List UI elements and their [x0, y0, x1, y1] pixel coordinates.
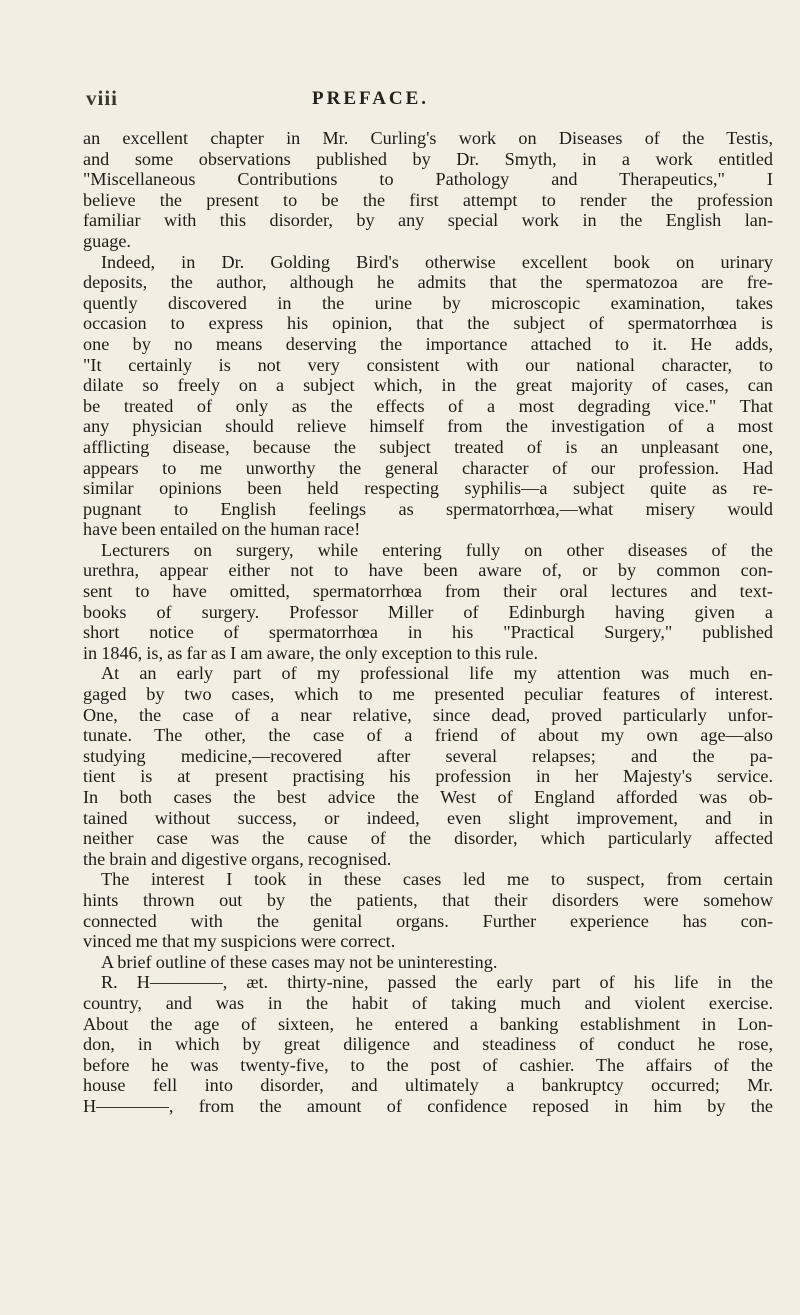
text-line: connected with the genital organs. Further experience has con- [83, 910, 773, 931]
text-line: urethra, appear either not to have been aware of, or by common con- [83, 560, 773, 581]
text-line: studying medicine,—recovered after several relapses; and the pa- [83, 745, 773, 766]
text-line: In both cases the best advice the West of England afforded was ob- [83, 787, 773, 807]
text-line: any physician should relieve himself from the investigation of a most [83, 416, 773, 437]
text-line: A brief outline of these cases may not be uninteresting. [101, 951, 498, 972]
text-line: short notice of spermatorrhœa in his "Practical Surgery," published [83, 622, 773, 643]
text-line: Lecturers on surgery, while entering fully on other diseases of the [101, 539, 773, 560]
text-line: "It certainly is not very consistent with our national character, to [83, 354, 773, 375]
text-line: guage. [83, 230, 131, 251]
text-line: One, the case of a near relative, since dead, proved particularly unfor- [83, 704, 773, 725]
text-line: dilate so freely on a subject which, in the great majority of cases, can [83, 375, 773, 396]
body-text [83, 128, 773, 1117]
running-head: PREFACE. [312, 88, 430, 109]
text-line: tient is at present practising his profession in her Majesty's service. [83, 766, 773, 787]
text-line: country, and was in the habit of taking much and violent exercise. [83, 992, 773, 1013]
text-line: "Miscellaneous Contributions to Pathology and Therapeutics," I [83, 169, 773, 190]
text-line: don, in which by great diligence and steadiness of conduct he rose, [83, 1034, 773, 1055]
text-line: vinced me that my suspicions were correct. [83, 931, 396, 952]
text-line: appears to me unworthy the general character of our profession. Had [83, 457, 773, 478]
text-line: before he was twenty-five, to the post of cashier. The affairs of the [83, 1054, 773, 1075]
text-line: Indeed, in Dr. Golding Bird's otherwise excellent book on urinary [101, 251, 773, 272]
text-line: books of surgery. Professor Miller of Edinburgh having given a [83, 601, 773, 622]
text-line: sent to have omitted, spermatorrhœa from their oral lectures and text- [83, 581, 773, 602]
text-line: an excellent chapter in Mr. Curling's work on Diseases of the Testis, [83, 128, 773, 148]
text-line: be treated of only as the effects of a most degrading vice." That [83, 395, 773, 416]
text-line: the brain and digestive organs, recognised. [83, 848, 392, 869]
text-line: house fell into disorder, and ultimately a bankruptcy occurred; Mr. [83, 1075, 773, 1096]
text-line: The interest I took in these cases led me to suspect, from certain [101, 869, 773, 890]
page-number: viii [86, 86, 119, 110]
text-line: neither case was the cause of the disorder, which particularly affected [83, 828, 773, 849]
page-header [86, 86, 766, 114]
text-line: tunate. The other, the case of a friend of about my own age—also [83, 725, 773, 746]
text-line: pugnant to English feelings as spermatorrhœa,—what misery would [83, 498, 773, 519]
text-line: deposits, the author, although he admits that the spermatozoa are fre- [83, 272, 773, 293]
text-line: About the age of sixteen, he entered a banking establishment in Lon- [83, 1013, 773, 1034]
text-line: have been entailed on the human race! [83, 519, 361, 540]
text-line: one by no means deserving the importance attached to it. He adds, [83, 333, 773, 354]
text-line: At an early part of my professional life my attention was much en- [101, 663, 773, 684]
text-line: occasion to express his opinion, that the subject of spermatorrhœa is [83, 313, 773, 334]
text-line: familiar with this disorder, by any special work in the English lan- [83, 210, 773, 231]
text-line: hints thrown out by the patients, that their disorders were somehow [83, 889, 773, 910]
text-line: R. H————, æt. thirty-nine, passed the early part of his life in the [101, 972, 773, 993]
text-line: believe the present to be the first attempt to render the profession [83, 189, 773, 210]
text-line: afflicting disease, because the subject treated of is an unpleasant one, [83, 436, 773, 457]
text-line: H————, from the amount of confidence reposed in him by the [83, 1095, 773, 1116]
text-line: and some observations published by Dr. Smyth, in a work entitled [83, 148, 773, 169]
text-line: gaged by two cases, which to me presented peculiar features of interest. [83, 684, 773, 705]
text-line: tained without success, or indeed, even slight improvement, and in [83, 807, 773, 828]
text-line: in 1846, is, as far as I am aware, the only exception to this rule. [83, 642, 539, 663]
text-line: quently discovered in the urine by microscopic examination, takes [83, 292, 773, 313]
text-line: similar opinions been held respecting syphilis—a subject quite as re- [83, 478, 773, 499]
